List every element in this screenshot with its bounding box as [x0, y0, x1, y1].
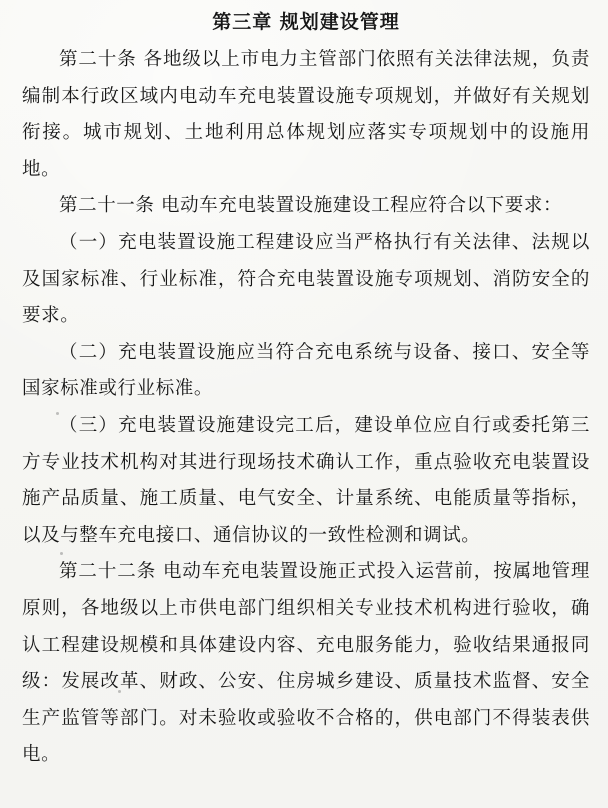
requirement-1-paragraph: （一）充电装置设施工程建设应当严格执行有关法律、法规以及国家标准、行业标准，符合充电装置设施专项规划、消防安全的要求。: [22, 231, 590, 327]
chapter-title: 第三章 规划建设管理: [212, 11, 400, 33]
article-22-paragraph: 第二十二条 电动车充电装置设施正式投入运营前，按属地管理原则，各地级以上市供电部门组织相关专业技术机构进行验收，确认工程建设规模和具体建设内容、充电服务能力，验收结果通报同级：发展改革、财政、公安、住房城乡建设、质量技术监督、安全生产监管等部门。对未验收或验收不合格的，供电部门不得装表供电。: [22, 561, 590, 766]
article-21-paragraph: 第二十一条 电动车充电装置设施建设工程应符合以下要求：: [59, 195, 563, 217]
requirement-2-paragraph: （二）充电装置设施应当符合充电系统与设备、接口、安全等国家标准或行业标准。: [22, 341, 590, 400]
scan-speck: [118, 690, 121, 693]
requirement-3-paragraph: （三）充电装置设施建设完工后，建设单位应自行或委托第三方专业技术机构对其进行现场技术确认工作，重点验收充电装置设施产品质量、施工质量、电气安全、计量系统、电能质量等指标，以及与整车充电接口、通信协议的一致性检测和调试。: [22, 414, 590, 546]
article-20-paragraph: 第二十条 各地级以上市电力主管部门依照有关法律法规，负责编制本行政区域内电动车充电装置设施专项规划，并做好有关规划衔接。城市规划、土地利用总体规划应落实专项规划中的设施用地。: [22, 49, 590, 180]
scan-speck: [56, 412, 59, 415]
scan-speck: [60, 552, 63, 555]
